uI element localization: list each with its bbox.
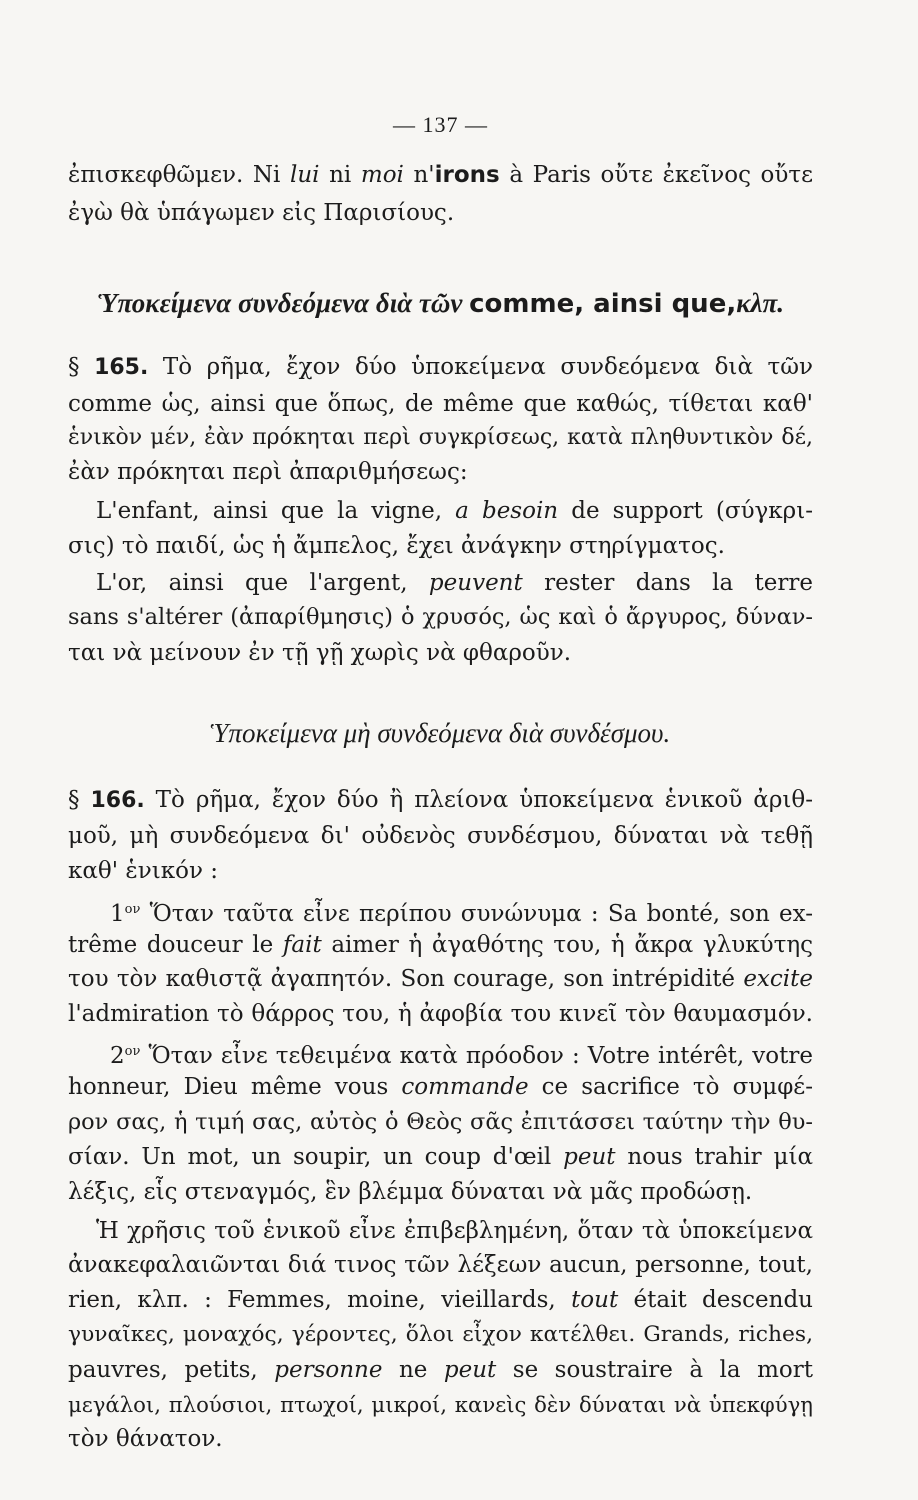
heading-french: comme, ainsi que, [469,289,737,319]
text-span: Τὸ ρῆμα, ἔχον δύο ὑποκείμενα συνδεόμενα διὰ τῶν [148,354,813,380]
text-line: ἐγὼ θὰ ὑπάγωμεν εἰς Παρισίους. [68,200,455,226]
text-line [68,1285,813,1315]
text-span: ce sacrifice τὸ συμφέ- [528,1074,813,1100]
italic-span: peut [443,1357,497,1383]
heading-greek: κλπ. [736,288,784,318]
bold-span: irons [434,162,500,188]
text-line: καθ' ἑνικόν : [68,858,218,884]
text-line [68,1072,813,1102]
numbered-line [68,895,813,929]
italic-span: moi [360,162,404,188]
italic-span: commande [401,1074,529,1100]
text-line [68,930,813,960]
text-span: se soustraire à la mort [496,1357,814,1383]
example-line [68,496,813,526]
text-span: ἐπισκεφθῶμεν. Ni [68,162,290,188]
text-line: μεγάλοι, πλούσιοι, πτωχοί, μικροί, κανεὶς δὲν δύναται νὰ ὑπεκφύγῃ [68,1392,813,1417]
text-span: Ὅταν ταῦτα εἶνε περίπου συνώνυμα : Sa bonté, son ex- [140,901,813,927]
text-span: Ὅταν εἶνε τεθειμένα κατὰ πρόοδον : Votre intérêt, votre [140,1043,813,1069]
italic-span: fait [282,932,322,958]
text-line: λέξις, εἷς στεναγμός, ἓν βλέμμα δύναται νὰ μᾶς προδώσῃ. [68,1179,753,1205]
text-line: comme ὡς, ainsi que ὅπως, de même que καθώς, τίθεται καθ' [68,391,813,417]
text-line [68,964,813,994]
text-span: était descendu [618,1287,813,1313]
text-line: Ἡ χρῆσις τοῦ ἑνικοῦ εἶνε ἐπιβεβλημένη, ὅταν τὰ ὑποκείμενα [96,1218,813,1244]
item-number: 2 [110,1043,125,1069]
section-heading [68,288,813,319]
heading-greek: Ὑποκείμενα συνδεόμενα διὰ τῶν [97,288,470,318]
ordinal-suffix: ον [124,1044,141,1059]
paragraph-166-start [68,785,813,816]
text-span: rester dans la terre [522,570,813,596]
text-line [68,1355,813,1385]
text-span: σίαν. Un mot, un soupir, un coup d'œil [68,1144,564,1170]
italic-span: excite [743,966,813,992]
text-span: pauvres, petits, [68,1357,275,1383]
section-number: 166. [90,788,145,813]
text-line: l'admiration τὸ θάρρος του, ἡ ἀφοβία του κινεῖ τὸν θαυμασμόν. [68,1001,813,1027]
text-line: ἑνικὸν μέν, ἐὰν πρόκηται περὶ συγκρίσεως, κατὰ πληθυντικὸν δέ, [68,425,813,450]
italic-span: lui [290,162,320,188]
text-line: τὸν θάνατον. [68,1426,223,1452]
page-number: — 137 — [393,112,488,137]
numbered-line [68,1037,813,1071]
text-span: aimer ἡ ἀγαθότης του, ἡ ἄκρα γλυκύτης [321,932,813,958]
ordinal-suffix: ον [124,902,141,917]
text-line: sans s'altérer (ἀπαρίθμησις) ὁ χρυσός, ὡς καὶ ὁ ἄργυρος, δύναν- [68,604,813,630]
text-line: γυναῖκες, μοναχός, γέροντες, ὅλοι εἶχον κατέλθει. Grands, riches, [68,1322,813,1347]
text-line [68,1142,813,1172]
text-span: ni [319,162,361,188]
section-mark: § [68,787,91,813]
text-span: à Paris οὔτε ἐκεῖνος οὔτε [499,162,814,188]
text-line: ἀνακεφαλαιῶνται διά τινος τῶν λέξεων aucun, personne, tout, [68,1252,813,1278]
item-number: 1 [110,901,125,927]
paragraph-165-start [68,352,813,383]
italic-span: personne [274,1357,383,1383]
text-span: του τὸν καθιστᾷ ἀγαπητόν. Son courage, son intrépidité [68,966,744,992]
text-line: μοῦ, μὴ συνδεόμενα δι' οὐδενὸς συνδέσμου, δύναται νὰ τεθῇ [68,823,813,849]
text-span: L'or, ainsi que l'argent, [96,570,429,596]
text-line [68,160,813,190]
text-line: ται νὰ μείνουν ἐν τῇ γῇ χωρὶς νὰ φθαροῦν. [68,640,572,666]
italic-span: tout [571,1287,619,1313]
text-span: de support (σύγκρι- [558,498,813,524]
text-line: ἐὰν πρόκηται περὶ ἀπαριθμήσεως: [68,459,468,485]
section-heading: Ὑποκείμενα μὴ συνδεόμενα διὰ συνδέσμου. [210,718,671,748]
text-span: rien, κλπ. : Femmes, moine, vieillards, [68,1287,572,1313]
text-span: L'enfant, ainsi que la vigne, [96,498,456,524]
text-span: honneur, Dieu même vous [68,1074,402,1100]
text-span: ne [382,1357,444,1383]
italic-span: peuvent [428,570,523,596]
text-span: n' [403,162,435,188]
section-mark: § [68,354,95,380]
italic-span: peut [563,1144,616,1170]
text-line: ρον σας, ἡ τιμή σας, αὐτὸς ὁ Θεὸς σᾶς ἐπιτάσσει ταύτην τὴν θυ- [68,1109,813,1135]
text-span: nous trahir μία [615,1144,813,1170]
example-line [68,568,813,598]
italic-span: a besoin [455,498,559,524]
text-span: trême douceur le [68,932,283,958]
section-number: 165. [94,355,149,380]
text-span: Τὸ ρῆμα, ἔχον δύο ἢ πλείονα ὑποκείμενα ἑνικοῦ ἀριθ- [144,787,813,813]
text-line: σις) τὸ παιδί, ὡς ἡ ἄμπελος, ἔχει ἀνάγκην στηρίγματος. [68,533,725,559]
